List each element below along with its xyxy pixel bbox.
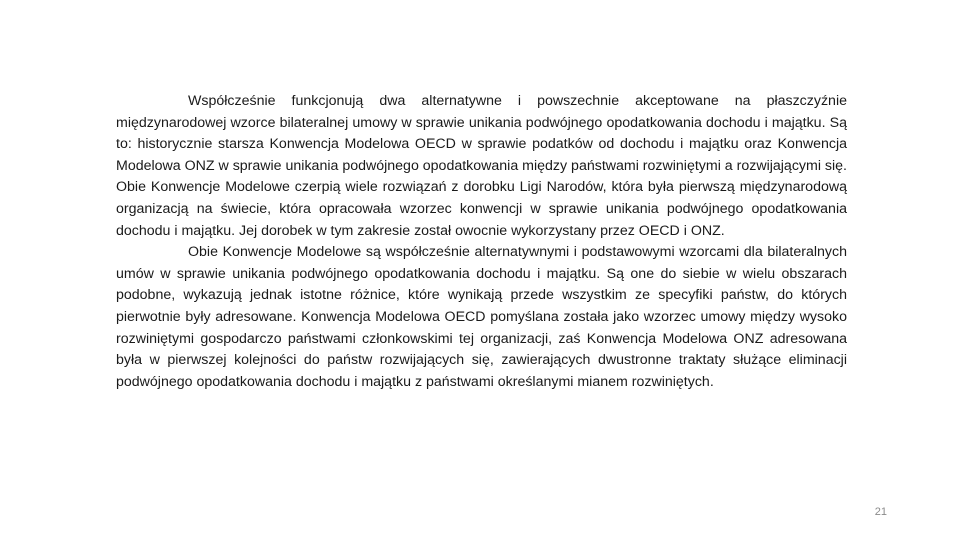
paragraph-1: Współcześnie funkcjonują dwa alternatywne i powszechnie akceptowane na płaszczyźnie międzynarodowej wzorce bilateralnej umowy w sprawie unikania podwójnego opodatkowania dochodu i majątku. Są to: historycznie starsza Konwencja Modelowa OECD w sprawie podatków od dochodu i majątku oraz Konwencja Modelowa ONZ w sprawie unikania podwójnego opodatkowania między państwami rozwiniętymi a rozwijającymi się. Obie Konwencje Modelowe czerpią wiele rozwiązań z dorobku Ligi Narodów, która była pierwszą międzynarodową organizacją na świecie, która opracowała wzorzec konwencji w sprawie unikania podwójnego opodatkowania dochodu i majątku. Jej dorobek w tym zakresie został owocnie wykorzystany przez OECD i ONZ. — [116, 93, 847, 239]
text-body — [116, 91, 847, 393]
page-number: 21 — [874, 506, 887, 518]
paragraph-2: Obie Konwencje Modelowe są współcześnie alternatywnymi i podstawowymi wzorcami dla bilateralnych umów w sprawie unikania podwójnego opodatkowania dochodu i majątku. Są one do siebie w wielu obszarach podobne, wykazują jednak istotne różnice, które wynikają przede wszystkim ze specyfiki państw, do których pierwotnie były adresowane. Konwencja Modelowa OECD pomyślana została jako wzorzec umowy między wysoko rozwiniętymi gospodarczo państwami członkowskimi tej organizacji, zaś Konwencja Modelowa ONZ adresowana była w pierwszej kolejności do państw rozwijających się, zawierających dwustronne traktaty służące eliminacji podwójnego opodatkowania dochodu i majątku z państwami określanymi mianem rozwiniętych. — [116, 244, 847, 390]
